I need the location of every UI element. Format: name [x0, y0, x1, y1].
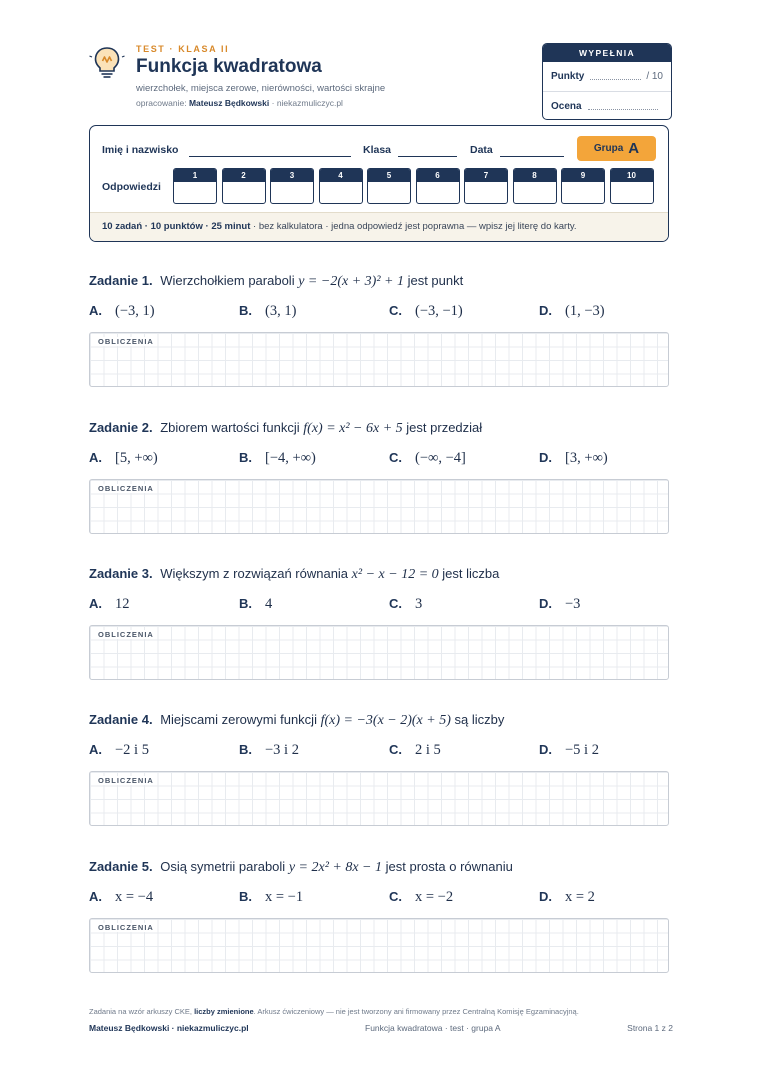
answer-number: 9 — [562, 169, 604, 182]
task-number: Zadanie 2. — [89, 420, 153, 435]
answer-number: 1 — [174, 169, 216, 182]
disclaimer — [89, 1007, 673, 1016]
footer-row — [89, 1023, 673, 1035]
option-value: −5 i 2 — [565, 742, 599, 758]
calculation-label: OBLICZENIA — [98, 776, 154, 785]
answer-number: 5 — [368, 169, 410, 182]
info-points: 10 punktów — [150, 221, 203, 232]
task-question — [89, 420, 482, 437]
answer-box-9[interactable] — [561, 168, 605, 204]
option-value: −2 i 5 — [115, 742, 149, 758]
calculation-label: OBLICZENIA — [98, 923, 154, 932]
answer-box-2[interactable] — [222, 168, 266, 204]
option-b[interactable] — [239, 303, 296, 320]
option-c[interactable] — [389, 742, 441, 759]
option-value: x = −2 — [415, 889, 454, 905]
calculation-label: OBLICZENIA — [98, 630, 154, 639]
date-field[interactable] — [500, 156, 564, 157]
page-number: Strona 1 z 2 — [627, 1023, 673, 1033]
answer-box-7[interactable] — [464, 168, 508, 204]
answer-number: 4 — [320, 169, 362, 182]
answer-number: 2 — [223, 169, 265, 182]
option-value: (−3, 1) — [115, 303, 155, 319]
info-tasks: 10 zadań — [102, 221, 143, 232]
task-text-before: Osią symetrii paraboli — [160, 859, 286, 874]
option-letter: A. — [89, 889, 102, 904]
option-letter: D. — [539, 303, 552, 318]
task-number: Zadanie 4. — [89, 712, 153, 727]
teacher-box — [542, 43, 672, 120]
option-a[interactable] — [89, 303, 155, 320]
task-number: Zadanie 1. — [89, 273, 153, 288]
option-b[interactable] — [239, 742, 299, 759]
answer-number: 7 — [465, 169, 507, 182]
info-separator: · — [144, 221, 148, 232]
author-prefix: opracowanie: — [136, 98, 187, 108]
option-c[interactable] — [389, 596, 422, 613]
task-text-before: Większym z rozwiązań równania — [160, 566, 349, 581]
calculation-area[interactable] — [89, 332, 669, 387]
option-d[interactable] — [539, 596, 580, 613]
calculation-area[interactable] — [89, 918, 669, 973]
page-subtitle: wierzchołek, miejsca zerowe, nierówności, wartości skrajne — [136, 83, 386, 94]
option-value: 12 — [115, 596, 130, 612]
answer-box-10[interactable] — [610, 168, 654, 204]
task-question — [89, 712, 504, 729]
answer-number: 10 — [611, 169, 653, 182]
option-b[interactable] — [239, 450, 316, 467]
option-letter: C. — [389, 742, 402, 757]
answer-number: 3 — [271, 169, 313, 182]
option-letter: B. — [239, 889, 252, 904]
calculation-area[interactable] — [89, 771, 669, 826]
points-max: / 10 — [646, 71, 663, 82]
author-name: Mateusz Będkowski — [188, 98, 270, 108]
task-question — [89, 273, 463, 290]
task-number: Zadanie 5. — [89, 859, 153, 874]
option-value: (3, 1) — [265, 303, 297, 319]
test-kicker: TEST · KLASA II — [136, 44, 230, 54]
class-label: Klasa — [363, 144, 392, 156]
option-letter: D. — [539, 742, 552, 757]
points-label: Punkty — [551, 71, 585, 82]
option-value: −3 i 2 — [265, 742, 299, 758]
option-value: [−4, +∞) — [265, 450, 316, 466]
option-c[interactable] — [389, 889, 453, 906]
task-text-after: jest punkt — [407, 273, 464, 288]
option-value: x = −1 — [265, 889, 304, 905]
option-value: x = −4 — [115, 889, 154, 905]
task-text-before: Zbiorem wartości funkcji — [160, 420, 300, 435]
option-letter: C. — [389, 889, 402, 904]
grade-field[interactable] — [588, 109, 658, 110]
task-math: y = −2(x + 3)² + 1 — [298, 274, 404, 289]
author-line — [136, 98, 343, 108]
author-site: · niekazmuliczyc.pl — [271, 98, 343, 108]
grade-label: Ocena — [551, 100, 582, 112]
group-badge — [577, 136, 656, 161]
answers-label: Odpowiedzi — [102, 181, 161, 193]
option-letter: C. — [389, 450, 402, 465]
task-math: x² − x − 12 = 0 — [351, 567, 439, 582]
points-row — [543, 62, 671, 91]
option-d[interactable] — [539, 450, 608, 467]
calculation-area[interactable] — [89, 479, 669, 534]
answer-number: 6 — [417, 169, 459, 182]
option-a[interactable] — [89, 596, 130, 613]
task-math: f(x) = −3(x − 2)(x + 5) — [320, 713, 451, 728]
task-question — [89, 859, 513, 876]
task-text-before: Wierzchołkiem paraboli — [160, 273, 295, 288]
option-value: 4 — [265, 596, 273, 612]
option-letter: D. — [539, 889, 552, 904]
option-d[interactable] — [539, 303, 605, 320]
info-rest: · bez kalkulatora · jedna odpowiedź jest poprawna — wpisz jej literę do karty. — [253, 221, 577, 232]
option-a[interactable] — [89, 742, 149, 759]
option-d[interactable] — [539, 742, 599, 759]
answer-box-5[interactable] — [367, 168, 411, 204]
calculation-area[interactable] — [89, 625, 669, 680]
task-math: y = 2x² + 8x − 1 — [288, 860, 383, 875]
option-value: −3 — [565, 596, 581, 612]
class-field[interactable] — [398, 156, 457, 157]
disclaimer-bold: liczby zmienione — [194, 1007, 254, 1016]
info-time: 25 minut — [211, 221, 251, 232]
answer-box-8[interactable] — [513, 168, 557, 204]
task-math: f(x) = x² − 6x + 5 — [303, 421, 403, 436]
grade-row — [543, 91, 671, 120]
date-label: Data — [470, 144, 493, 156]
task-text-after: jest przedział — [406, 420, 483, 435]
task-question — [89, 566, 499, 583]
calculation-label: OBLICZENIA — [98, 337, 154, 346]
option-value: (−∞, −4] — [415, 450, 466, 466]
option-a[interactable] — [89, 450, 158, 467]
group-letter: A — [628, 140, 640, 157]
option-value: 2 i 5 — [415, 742, 441, 758]
option-value: 3 — [415, 596, 423, 612]
lightbulb-icon — [89, 44, 125, 80]
option-letter: B. — [239, 450, 252, 465]
option-letter: D. — [539, 450, 552, 465]
option-letter: A. — [89, 596, 102, 611]
option-value: [3, +∞) — [565, 450, 608, 466]
info-separator: · — [205, 221, 209, 232]
footer-title: Funkcja kwadratowa · test · grupa A — [365, 1023, 501, 1033]
calculation-label: OBLICZENIA — [98, 484, 154, 493]
option-b[interactable] — [239, 596, 272, 613]
option-value: [5, +∞) — [115, 450, 158, 466]
answer-box-4[interactable] — [319, 168, 363, 204]
disclaimer-start: Zadania na wzór arkuszy CKE, — [89, 1007, 192, 1016]
option-letter: B. — [239, 596, 252, 611]
answer-card — [89, 125, 669, 242]
task-text-after: jest prosta o równaniu — [385, 859, 513, 874]
group-label: Grupa — [593, 143, 624, 154]
option-c[interactable] — [389, 303, 463, 320]
option-letter: B. — [239, 742, 252, 757]
option-value: (−3, −1) — [415, 303, 463, 319]
option-d[interactable] — [539, 889, 595, 906]
option-letter: A. — [89, 450, 102, 465]
option-letter: C. — [389, 303, 402, 318]
option-letter: D. — [539, 596, 552, 611]
page-title: Funkcja kwadratowa — [136, 56, 322, 77]
name-field[interactable] — [189, 156, 351, 157]
option-b[interactable] — [239, 889, 303, 906]
option-letter: C. — [389, 596, 402, 611]
option-letter: A. — [89, 742, 102, 757]
task-number: Zadanie 3. — [89, 566, 153, 581]
option-letter: B. — [239, 303, 252, 318]
page-footer — [89, 1007, 673, 1035]
option-a[interactable] — [89, 889, 153, 906]
points-field[interactable] — [590, 79, 641, 80]
disclaimer-end: . Arkusz ćwiczeniowy — nie jest tworzony ani firmowany przez Centralną Komisję Egzaminacyjną. — [253, 1007, 579, 1016]
answer-box-1[interactable] — [173, 168, 217, 204]
option-value: x = 2 — [565, 889, 595, 905]
answer-box-6[interactable] — [416, 168, 460, 204]
task-text-after: są liczby — [454, 712, 505, 727]
option-c[interactable] — [389, 450, 466, 467]
teacher-box-title: WYPEŁNIA NAUCZYCIEL — [543, 44, 671, 62]
footer-author: Mateusz Będkowski · niekazmuliczyc.pl — [89, 1023, 249, 1033]
task-text-before: Miejscami zerowymi funkcji — [160, 712, 317, 727]
answer-number: 8 — [514, 169, 556, 182]
task-text-after: jest liczba — [442, 566, 500, 581]
option-value: (1, −3) — [565, 303, 605, 319]
test-info-bar — [90, 212, 668, 241]
name-label: Imię i nazwisko — [102, 144, 179, 156]
answer-box-3[interactable] — [270, 168, 314, 204]
student-info-row — [102, 142, 656, 162]
option-letter: A. — [89, 303, 102, 318]
